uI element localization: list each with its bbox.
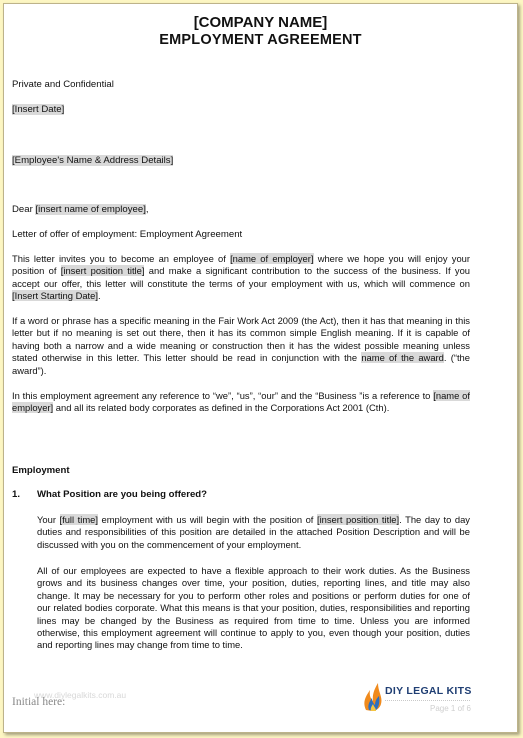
initial-here-label: Initial here: [12,696,66,708]
private-confidential: Private and Confidential [12,79,114,90]
invite-text-1: This letter invites you to become an employee of [12,253,231,264]
document-title: EMPLOYMENT AGREEMENT [159,32,362,48]
employer-name-placeholder-2: [name of employer] [12,390,471,414]
employment-type-placeholder: [full time] [59,514,98,525]
insert-date-line [12,104,64,117]
logo-text: DIY LEGAL KITS [385,685,472,697]
insert-date-placeholder: [Insert Date] [12,104,65,115]
salutation-dear: Dear [12,204,36,215]
starting-date-placeholder: [Insert Starting Date] [12,290,98,302]
employee-details-placeholder: [Employee's Name & Address Details] [12,155,174,166]
position-title-placeholder: [insert position title] [60,265,145,277]
position-text-2: employment with us will begin with the position of [97,514,317,525]
section-1-title: What Position are you being offered? [37,489,208,500]
salutation-comma: , [145,204,149,215]
section-1-number: 1. [12,489,21,500]
watermark-url: www.diylegalkits.com.au [34,690,127,700]
flame-icon [362,680,384,712]
page-number-ghost: Page 1 of 6 [430,704,471,713]
letter-of-offer-line: Letter of offer of employment: Employment Agreement [12,229,243,240]
paragraph-flexible-approach: All of our employees are expected to have a flexible approach to their work duties. As the Business grows and its business changes over time, your position, duties, reporting lines, and title may also change. It may be necessary for you to perform other roles and positions or perform duties for one of our related bodies corporate. What this means is that your position, duties, responsibilities and reporting lines may be changed by the Business as required from time to time. Unless you are informed otherwise, this employment agreement will continue to apply to you, even though your position, duties and reporting lines may change from time to time. [37,565,470,651]
paragraph-invitation [12,253,470,303]
paragraph-position [37,514,470,551]
employee-details-line [12,155,173,168]
award-name-placeholder: name of the award [361,352,444,364]
invite-text-3: and make a significant contribution to the success of the business. If you accept our offer, this letter will constitute the terms of your employment with us, which will commence on [12,265,471,289]
position-title-placeholder-2: [insert position title] [316,514,400,525]
position-text-3: . The day to day duties and responsibilities of this position are detailed in the attached Position Description and will be discussed with you on the commencement of your employment. [37,514,470,550]
references-text-1: In this employment agreement any reference to “we”, “us”, “our” and the “Business ”is a reference to [12,390,434,401]
invite-text-4: . [97,290,101,302]
salutation [12,204,149,217]
fair-work-text-2: . (“the award”). [12,352,470,376]
employer-name-placeholder: [name of employer] [230,253,314,264]
invite-text-2: where we hope you will enjoy your position of [12,253,471,277]
position-text-1: Your [37,514,60,525]
employment-heading: Employment [12,465,70,476]
company-name: [COMPANY NAME] [193,14,328,31]
employee-name-placeholder: [insert name of employee] [35,204,146,215]
document-page [3,3,518,733]
paragraph-references [12,390,470,415]
fair-work-text-1: If a word or phrase has a specific meaning in the Fair Work Act 2009 (the Act), then it has that meaning in this letter but if no meaning is set out there, then it has its common simple English meaning. If it is capable of having both a narrow and a wide meaning or construction then it has the widest possible meaning unless stated otherwise in this letter. This letter should be read in conjunction with the [12,315,470,364]
paragraph-fair-work [12,315,470,377]
references-text-2: and all its related body corporates as defined in the Corporations Act 2001 (Cth). [53,402,390,414]
